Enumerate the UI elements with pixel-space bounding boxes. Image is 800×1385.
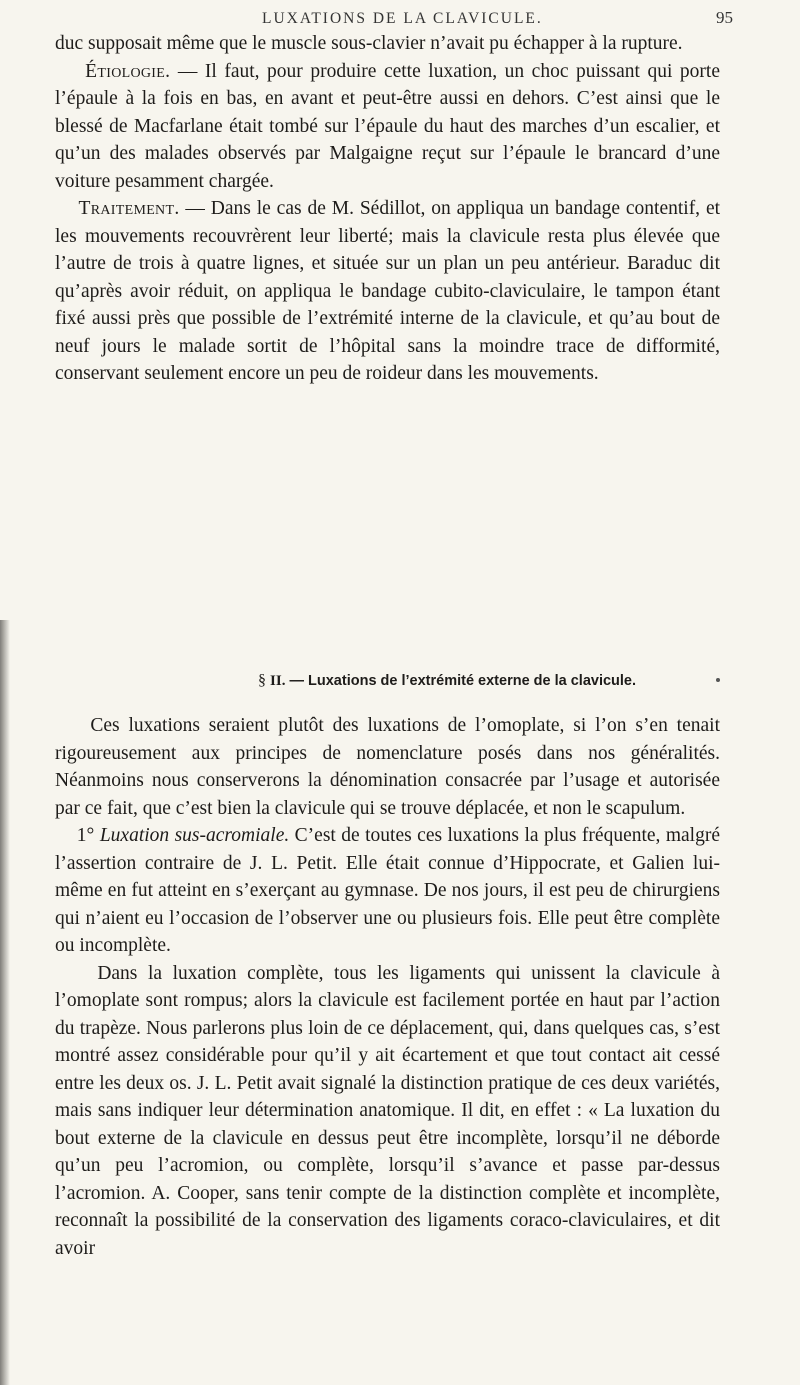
text-block-bottom xyxy=(55,712,720,1262)
paragraph-traitement: Traitement. — Dans le cas de M. Sédillot, on appliqua un bandage contentif, et les mouvements recouvrèrent leur liberté; mais la clavicule resta plus élevée que l’autre de trois à quatre lignes, et située sur un plan un peu antérieur. Baraduc dit qu’après avoir réduit, on appliqua le bandage cubito-claviculaire, le tampon étant fixé aussi près que possible de l’extrémité interne de la clavicule, et qu’au bout de neuf jours le malade sortit de l’hôpital sans la moindre trace de difformité, conservant seulement encore un peu de roideur dans les mouvements. xyxy=(55,198,721,384)
paragraph-sus-acromiale: 1° Luxation sus-acromiale. C’est de toutes ces luxations la plus fréquente, malgré l’assertion contraire de J. L. Petit. Elle était connue d’Hippocrate, et Galien lui-même en fut atteint en s’exerçant au gymnase. De nos jours, il est peu de chirurgiens qui n’aient eu l’occasion de l’observer une ou plusieurs fois. Elle peut être complète ou incomplète. xyxy=(55,825,721,956)
paragraph-continuation: duc supposait même que le muscle sous-clavier n’avait pu échapper à la rupture. xyxy=(55,33,683,54)
page-gutter-shadow xyxy=(0,620,10,1385)
section-number: II. xyxy=(270,673,286,689)
running-title: LUXATIONS DE LA CLAVICULE. xyxy=(262,10,543,27)
text-block-top xyxy=(55,30,720,388)
label-sus-acromiale: Luxation sus-acromiale. xyxy=(99,825,290,846)
paragraph-etiologie: Étiologie. — Il faut, pour produire cette luxation, un choc puissant qui porte l’épaule à la fois en bas, en avant et peut-être aussi en dehors. C’est ainsi que le blessé de Macfarlane était tombé sur l’épaule du haut des marches d’un escalier, et qu’un des malades observés par Malgaigne reçut sur l’épaule le brancard d’une voiture pesamment chargée. xyxy=(55,60,720,192)
running-head xyxy=(0,6,800,32)
page-number: 95 xyxy=(716,8,733,27)
label-etiologie: Étiologie. xyxy=(85,60,171,82)
section-mark: § xyxy=(258,672,266,689)
paragraph-luxation-complete: Dans la luxation complète, tous les ligaments qui unissent la clavicule à l’omoplate sont rompus; alors la clavicule est facilement portée en haut par l’action du trapèze. Nous parlerons plus loin de ce déplacement, qui, dans quelques cas, s’est montré assez considérable pour qu’il y ait écartement et que tout contact ait cessé entre les deux os. J. L. Petit avait signalé la distinction pratique de ces deux variétés, mais sans indiquer leur détermination anatomique. Il dit, en effet : « La luxation du bout externe de la clavicule en dessus peut être incomplète, lorsqu’il ne déborde qu’un peu l’acromion, ou complète, lorsqu’il s’avance et passe par-dessus l’acromion. A. Cooper, sans tenir compte de la distinction complète et incomplète, reconnaît la possibilité de la conservation des ligaments coraco-claviculaires, et dit avoir xyxy=(55,962,720,1259)
section-heading xyxy=(258,672,758,690)
section-dash: — xyxy=(289,673,304,689)
paragraph-intro: Ces luxations seraient plutôt des luxations de l’omoplate, si l’on s’en tenait rigoureusement aux principes de nomenclature posés dans nos généralités. Néanmoins nous conserverons la dénomination consacrée par l’usage et autorisée par ce fait, que c’est bien la clavicule qui se trouve déplacée, et non le scapulum. xyxy=(55,715,720,819)
label-traitement: Traitement. xyxy=(78,198,180,219)
ink-speck xyxy=(716,678,720,682)
section-title: Luxations de l’extrémité externe de la clavicule. xyxy=(308,673,637,689)
item-number: 1° xyxy=(76,825,95,846)
